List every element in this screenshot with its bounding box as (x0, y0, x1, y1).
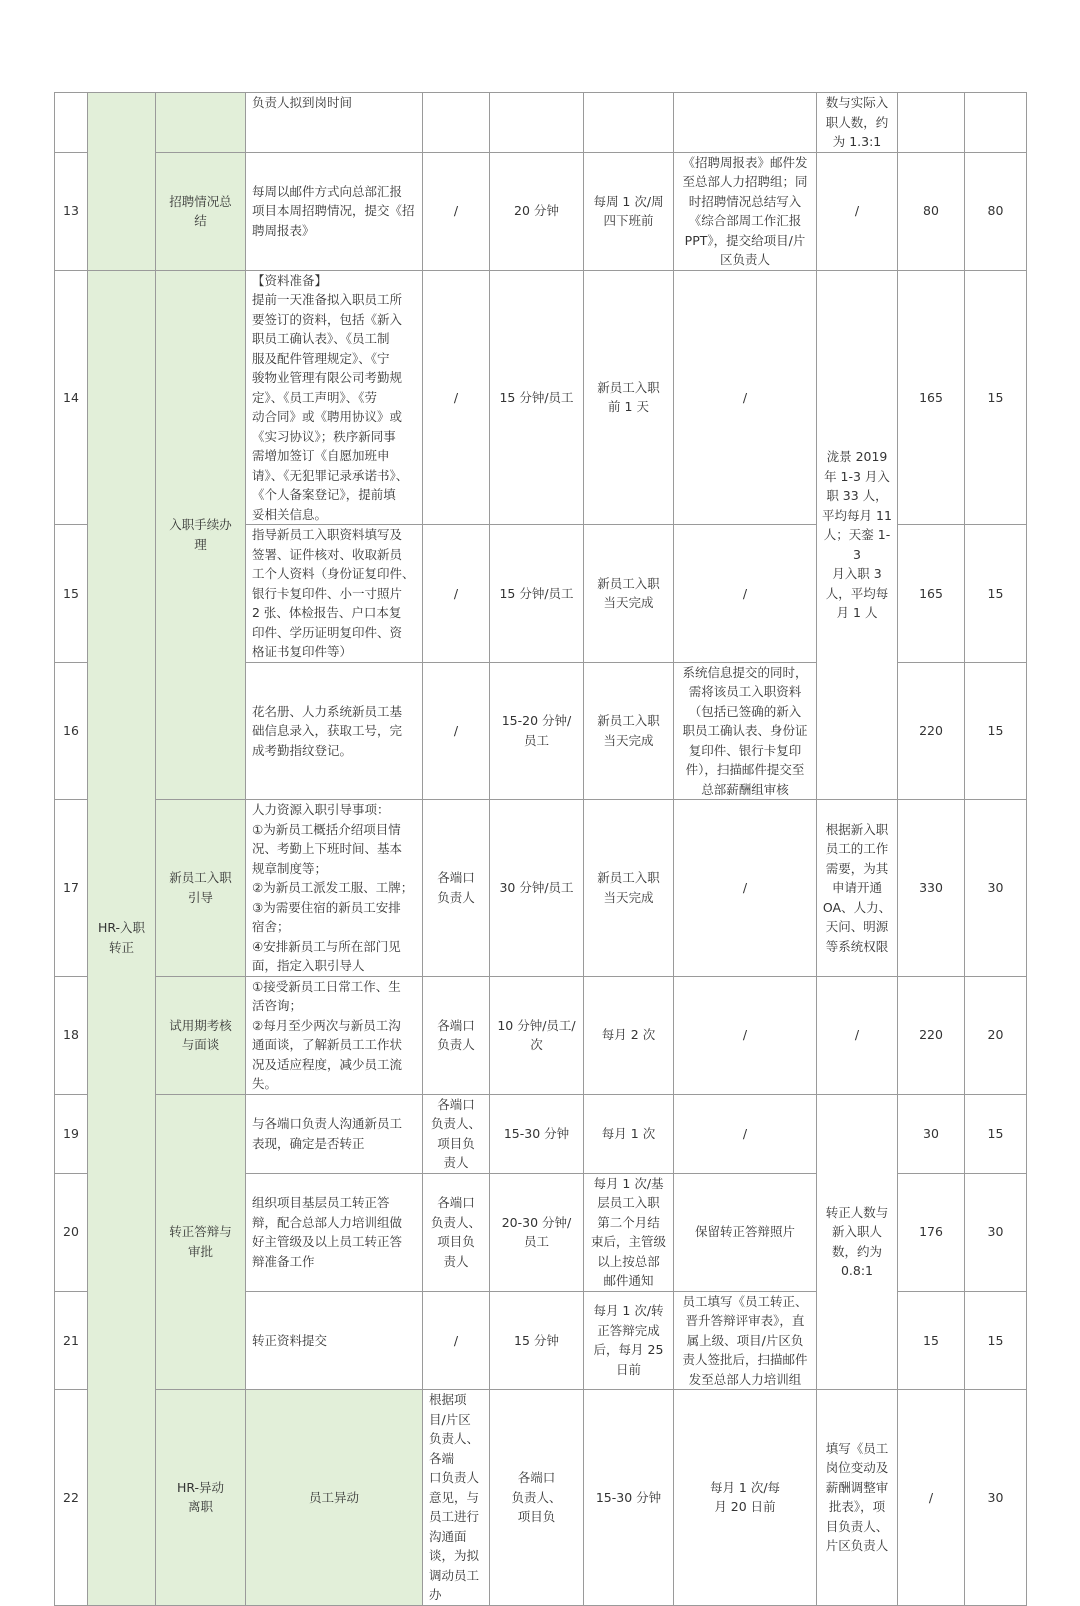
time-cell: 10 分钟/员工/ 次 (490, 976, 584, 1094)
category-cell (88, 93, 156, 271)
basis-cell: / (898, 1390, 965, 1606)
owner-cell: / (423, 152, 490, 270)
remark-cell: / (674, 525, 817, 663)
description-cell: 负责人拟到岗时间 (246, 93, 423, 153)
value1-cell: 15 (898, 1291, 965, 1390)
description-cell: 【资料准备】 提前一天准备拟入职员工所 要签订的资料，包括《新入 职员工确认表》、《员工制 服及配件管理规定》、《宁 骏物业管理有限公司考勤规 定》、《员工声明》、《劳 动合同》或《聘用协议》或 《实习协议》；秩序新同事 需增加签订《自愿加班申 请》、《无犯罪记录承诺书》、 《个人备案登记》，提前填 妥相关信息。 (246, 270, 423, 525)
time-cell: 20-30 分钟/ 员工 (490, 1173, 584, 1291)
table-row (55, 1390, 1027, 1606)
frequency-cell (584, 93, 674, 153)
table-row (55, 1094, 1027, 1173)
time-cell: 15-30 分钟 (490, 1094, 584, 1173)
table-row (55, 93, 1027, 153)
row-number: 20 (55, 1173, 88, 1291)
remark-cell: 填写《员工岗位变动及 薪酬调整审批表》，项 目负责人、片区负责人 (817, 1390, 898, 1606)
table-row (55, 976, 1027, 1094)
owner-cell: / (423, 270, 490, 525)
process-table (54, 92, 1027, 1606)
frequency-cell: 每月 1 次/转 正答辩完成 后，每月 25 日前 (584, 1291, 674, 1390)
owner-cell: / (423, 525, 490, 663)
basis-cell: 泷景 2019 年 1-3 月入 职 33 人， 平均每月 11 人；天銮 1-3 月入职 3 人，平均每 月 1 人 (817, 270, 898, 800)
basis-cell: / (817, 976, 898, 1094)
remark-cell (674, 93, 817, 153)
description-cell: 根据项目/片区负责人、各端 口负责人意见，与员工进行 沟通面谈，为拟调动员工办 (423, 1390, 490, 1606)
description-cell: 人力资源入职引导事项： ①为新员工概括介绍项目情 况、考勤上下班时间、基本 规章制度等； ②为新员工派发工服、工牌； ③为需要住宿的新员工安排 宿舍； ④安排新员工与所在部门见 面，指定入职引导人 (246, 800, 423, 977)
time-cell: 15 分钟/员工 (490, 525, 584, 663)
time-cell: 15-20 分钟/ 员工 (490, 662, 584, 800)
value1-cell: 220 (898, 976, 965, 1094)
value1-cell: 176 (898, 1173, 965, 1291)
description-cell: 与各端口负责人沟通新员工 表现，确定是否转正 (246, 1094, 423, 1173)
category-cell: HR-异动 离职 (156, 1390, 246, 1606)
value2-cell: 30 (965, 800, 1027, 977)
remark-cell: / (674, 1094, 817, 1173)
time-cell: 15 分钟/员工 (490, 270, 584, 525)
row-number: 18 (55, 976, 88, 1094)
frequency-cell: 每月 1 次/每 月 20 日前 (674, 1390, 817, 1606)
owner-cell: / (423, 1291, 490, 1390)
owner-cell (423, 93, 490, 153)
basis-cell: 根据新入职 员工的工作 需要，为其 申请开通 OA、人力、 天问、明源 等系统权限 (817, 800, 898, 977)
remark-cell: / (674, 800, 817, 977)
value2-cell: 30 (965, 1173, 1027, 1291)
value2-cell: 15 (965, 525, 1027, 663)
basis-cell: / (817, 152, 898, 270)
time-cell (490, 93, 584, 153)
owner-cell: 各端口 负责人 (423, 800, 490, 977)
row-number: 19 (55, 1094, 88, 1173)
description-cell: 指导新员工入职资料填写及 签署、证件核对、收取新员 工个人资料（身份证复印件、 银行卡复印件、小一寸照片 2 张、体检报告、户口本复 印件、学历证明复印件、资 格证书复印件等） (246, 525, 423, 663)
item-cell: 入职手续办 理 (156, 270, 246, 800)
description-cell: ①接受新员工日常工作、生 活咨询； ②每月至少两次与新员工沟 通面谈，了解新员工工作状 况及适应程度，减少员工流 失。 (246, 976, 423, 1094)
frequency-cell: 每月 1 次/基 层员工入职 第二个月结 束后，主管级 以上按总部 邮件通知 (584, 1173, 674, 1291)
item-cell (156, 93, 246, 153)
owner-cell: 各端口 负责人、 项目负 责人 (423, 1173, 490, 1291)
frequency-cell: 每月 2 次 (584, 976, 674, 1094)
row-number (55, 93, 88, 153)
owner-cell: 各端口 负责人 (423, 976, 490, 1094)
owner-cell: 各端口 负责人、 项目负 (490, 1390, 584, 1606)
row-number: 13 (55, 152, 88, 270)
description-cell: 组织项目基层员工转正答 辩，配合总部人力培训组做 好主管级及以上员工转正答 辩准备工作 (246, 1173, 423, 1291)
row-number: 22 (55, 1390, 88, 1606)
item-cell: 新员工入职 引导 (156, 800, 246, 977)
frequency-cell: 新员工入职 当天完成 (584, 662, 674, 800)
item-cell: 招聘情况总 结 (156, 152, 246, 270)
item-cell: 员工异动 (246, 1390, 423, 1606)
time-cell: 15 分钟 (490, 1291, 584, 1390)
value1-cell: 165 (898, 525, 965, 663)
remark-cell: 《招聘周报表》邮件发 至总部人力招聘组；同 时招聘情况总结写入 《综合部周工作汇报 PPT》，提交给项目/片 区负责人 (674, 152, 817, 270)
basis-cell: 数与实际入 职人数，约 为 1.3:1 (817, 93, 898, 153)
owner-cell: / (423, 662, 490, 800)
row-number: 16 (55, 662, 88, 800)
item-cell: 转正答辩与 审批 (156, 1094, 246, 1390)
row-number: 21 (55, 1291, 88, 1390)
category-cell: HR-入职 转正 (88, 270, 156, 1605)
value2-cell: 80 (965, 152, 1027, 270)
description-cell: 转正资料提交 (246, 1291, 423, 1390)
value1-cell: 30 (898, 1094, 965, 1173)
description-cell: 每周以邮件方式向总部汇报 项目本周招聘情况，提交《招 聘周报表》 (246, 152, 423, 270)
time-cell: 15-30 分钟 (584, 1390, 674, 1606)
frequency-cell: 每月 1 次 (584, 1094, 674, 1173)
frequency-cell: 新员工入职 当天完成 (584, 800, 674, 977)
table-row (55, 800, 1027, 977)
remark-cell: / (674, 270, 817, 525)
value2-cell: 15 (965, 270, 1027, 525)
value2-cell: 15 (965, 662, 1027, 800)
value2-cell: 15 (965, 1291, 1027, 1390)
time-cell: 30 分钟/员工 (490, 800, 584, 977)
owner-cell: 各端口 负责人、 项目负 责人 (423, 1094, 490, 1173)
value1-cell: 165 (898, 270, 965, 525)
description-cell: 花名册、人力系统新员工基 础信息录入，获取工号，完 成考勤指纹登记。 (246, 662, 423, 800)
time-cell: 20 分钟 (490, 152, 584, 270)
table-row (55, 270, 1027, 525)
value1-cell: 330 (898, 800, 965, 977)
item-cell: 试用期考核 与面谈 (156, 976, 246, 1094)
basis-cell: 转正人数与 新入职人 数，约为 0.8:1 (817, 1094, 898, 1390)
row-number: 17 (55, 800, 88, 977)
value1-cell: 80 (898, 152, 965, 270)
remark-cell: 保留转正答辩照片 (674, 1173, 817, 1291)
row-number: 15 (55, 525, 88, 663)
value1-cell: 220 (898, 662, 965, 800)
value2-cell: 15 (965, 1094, 1027, 1173)
value2-cell (965, 93, 1027, 153)
remark-cell: / (674, 976, 817, 1094)
table-row (55, 152, 1027, 270)
row-number: 14 (55, 270, 88, 525)
frequency-cell: 每周 1 次/周 四下班前 (584, 152, 674, 270)
remark-cell: 员工填写《员工转正、 晋升答辩评审表》，直 属上级、项目/片区负 责人签批后，扫描邮件 发至总部人力培训组 (674, 1291, 817, 1390)
frequency-cell: 新员工入职 当天完成 (584, 525, 674, 663)
frequency-cell: 新员工入职 前 1 天 (584, 270, 674, 525)
remark-cell: 系统信息提交的同时， 需将该员工入职资料 （包括已签确的新入 职员工确认表、身份证 复印件、银行卡复印 件），扫描邮件提交至 总部薪酬组审核 (674, 662, 817, 800)
value1-cell (898, 93, 965, 153)
value2-cell: 20 (965, 976, 1027, 1094)
value1-cell: 30 (965, 1390, 1027, 1606)
